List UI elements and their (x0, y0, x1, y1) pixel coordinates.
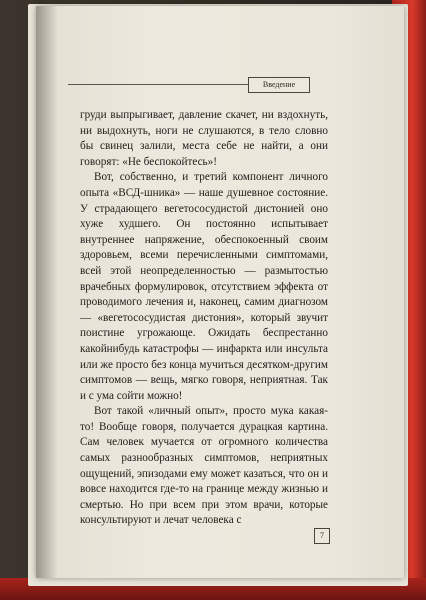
gutter-shadow (36, 6, 58, 578)
paragraph-1: груди выпрыгивает, давление скачет, ни вздохнуть, ни выдохнуть, ноги не слушаются, в тело словно бы свинец залили, места себе не найти, а они говорят: «Не беспокойтесь»! (80, 109, 328, 168)
page-number: 7 (314, 528, 330, 544)
section-header: Введение (248, 77, 310, 93)
paragraph-3: Вот такой «личный опыт», просто мука какая-то! Вообще говоря, получается дурацкая картина. Сам человек мучается от огромного количества самых разнообразных симптомов, неприятных ощущений, эпизодами ему может казаться, что он и вовсе находится где-то на границе между жизнью и смертью. Но при всем при этом врачи, которые консультируют и лечат человека с (80, 405, 328, 527)
paragraph-2: Вот, собственно, и третий компонент личного опыта «ВСД-шника» — наше душевное состояние. У страдающего вегетососудистой дистонией оно хуже худшего. Он постоянно испытывает внутреннее напряжение, обеспокоенный своим здоровьем, всеми перечисленными симптомами, всей этой неопределенностью — размытостью врачебных формулировок, отсутствием эффекта от проводимого лечения и, наконец, самим диагнозом — «вегетососудистая дистония», который звучит поистине угрожающе. Ожидать беспрестанно какойнибудь катастрофы — инфаркта или инсульта или же просто без конца мучиться десятком-другим симптомов — вещь, мягко говоря, неприятная. Так и с ума сойти можно! (80, 171, 328, 402)
body-text (80, 108, 328, 529)
